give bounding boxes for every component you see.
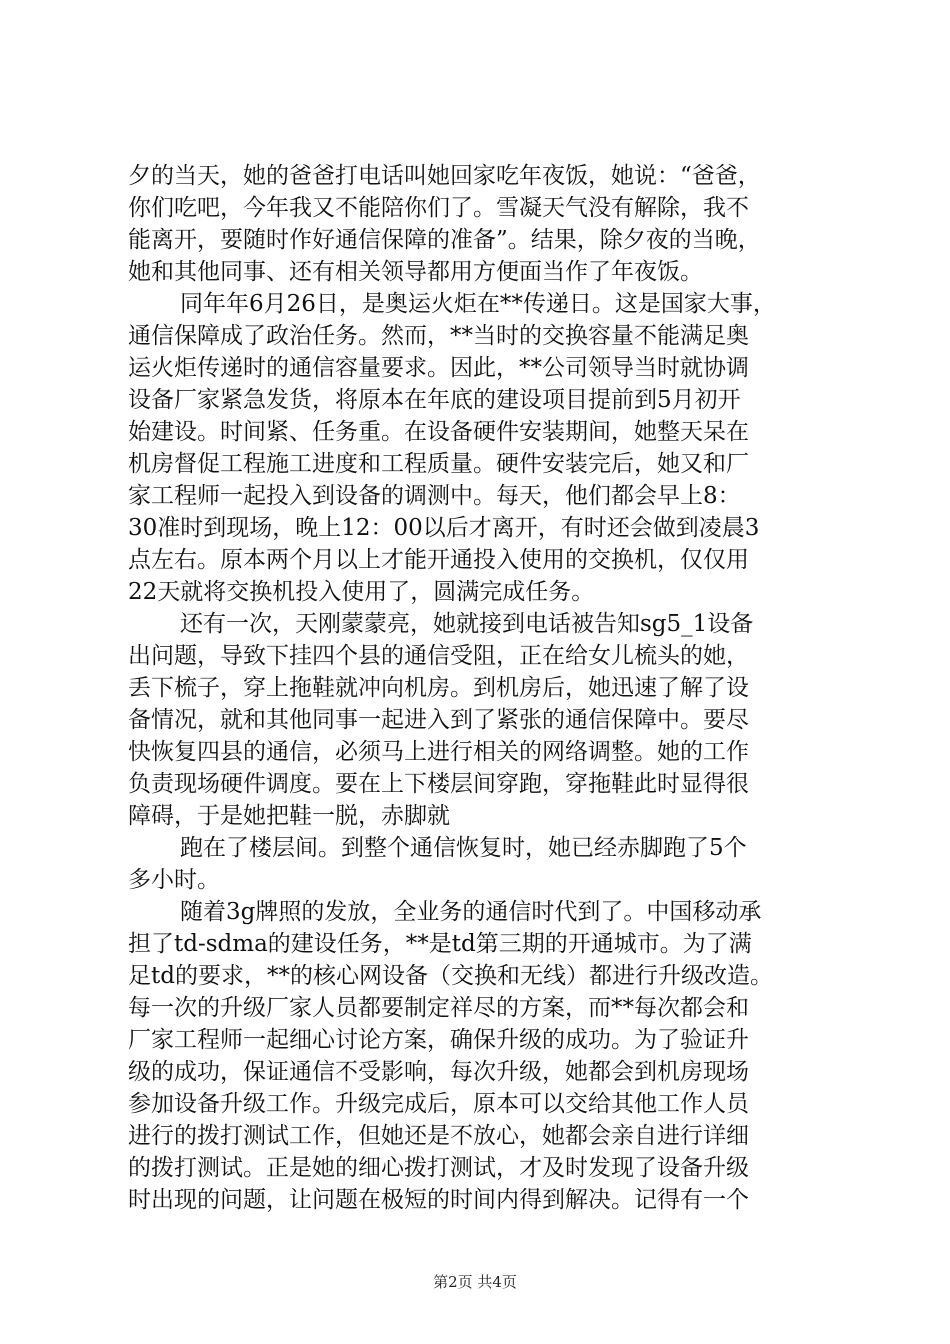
text-line: 运火炬传递时的通信容量要求。因此，**公司领导当时就协调 — [128, 355, 749, 381]
text-line: 你们吃吧，今年我又不能陪你们了。雪凝天气没有解除，我不 — [128, 195, 749, 221]
text-line: 负责现场硬件调度。要在上下楼层间穿跑，穿拖鞋此时显得很 — [128, 771, 749, 797]
paragraph-start-line: 随着3g牌照的发放，全业务的通信时代到了。中国移动承 — [180, 899, 762, 925]
text-line: 夕的当天，她的爸爸打电话叫她回家吃年夜饭，她说：“爸爸， — [128, 163, 761, 189]
text-line: 备情况，就和其他同事一起进入到了紧张的通信保障中。要尽 — [128, 707, 749, 733]
page-footer: 第2页 共4页 — [433, 1273, 517, 1291]
text-line: 进行的拨打测试工作，但她还是不放心，她都会亲自进行详细 — [128, 1123, 749, 1149]
text-line: 丢下梳子，穿上拖鞋就冲向机房。到机房后，她迅速了解了设 — [128, 675, 749, 701]
text-line: 足td的要求，**的核心网设备（交换和无线）都进行升级改造。 — [128, 963, 773, 989]
text-line: 时出现的问题，让问题在极短的时间内得到解决。记得有一个 — [128, 1187, 749, 1213]
document-body — [128, 160, 828, 1216]
text-line: 级的成功，保证通信不受影响，每次升级，她都会到机房现场 — [128, 1059, 749, 1085]
text-line: 快恢复四县的通信，必须马上进行相关的网络调整。她的工作 — [128, 739, 749, 765]
text-line: 参加设备升级工作。升级完成后，原本可以交给其他工作人员 — [128, 1091, 749, 1117]
text-line: 担了td-sdma的建设任务，**是td第三期的开通城市。为了满 — [128, 931, 752, 957]
text-line: 机房督促工程施工进度和工程质量。硬件安装完后，她又和厂 — [128, 451, 749, 477]
text-line: 多小时。 — [128, 867, 220, 893]
text-line: 厂家工程师一起细心讨论方案，确保升级的成功。为了验证升 — [128, 1027, 749, 1053]
text-line: 能离开，要随时作好通信保障的准备”。结果，除夕夜的当晚， — [128, 227, 761, 253]
paragraph-start-line: 还有一次，天刚蒙蒙亮，她就接到电话被告知sg5_1设备 — [180, 611, 754, 637]
text-line: 障碍，于是她把鞋一脱，赤脚就 — [128, 803, 450, 829]
text-line: 始建设。时间紧、任务重。在设备硬件安装期间，她整天呆在 — [128, 419, 749, 445]
text-line: 设备厂家紧急发货，将原本在年底的建设项目提前到5月初开 — [128, 387, 741, 413]
text-line: 的拨打测试。正是她的细心拨打测试，才及时发现了设备升级 — [128, 1155, 749, 1181]
text-line: 每一次的升级厂家人员都要制定祥尽的方案，而**每次都会和 — [128, 995, 749, 1021]
text-line: 她和其他同事、还有相关领导都用方便面当作了年夜饭。 — [128, 259, 703, 285]
text-line: 点左右。原本两个月以上才能开通投入使用的交换机，仅仅用 — [128, 547, 749, 573]
text-line: 30准时到现场，晚上12：00以后才离开，有时还会做到凌晨3 — [128, 515, 760, 541]
paragraph-start-line: 跑在了楼层间。到整个通信恢复时，她已经赤脚跑了5个 — [180, 835, 747, 861]
text-line: 家工程师一起投入到设备的调测中。每天，他们都会早上8： — [128, 483, 741, 509]
text-line: 22天就将交换机投入使用了，圆满完成任务。 — [128, 579, 595, 605]
text-line: 出问题，导致下挂四个县的通信受阻，正在给女儿梳头的她， — [128, 643, 749, 669]
paragraph-start-line: 同年年6月26日，是奥运火炬在**传递日。这是国家大事， — [180, 291, 776, 317]
text-line: 通信保障成了政治任务。然而，**当时的交换容量不能满足奥 — [128, 323, 749, 349]
